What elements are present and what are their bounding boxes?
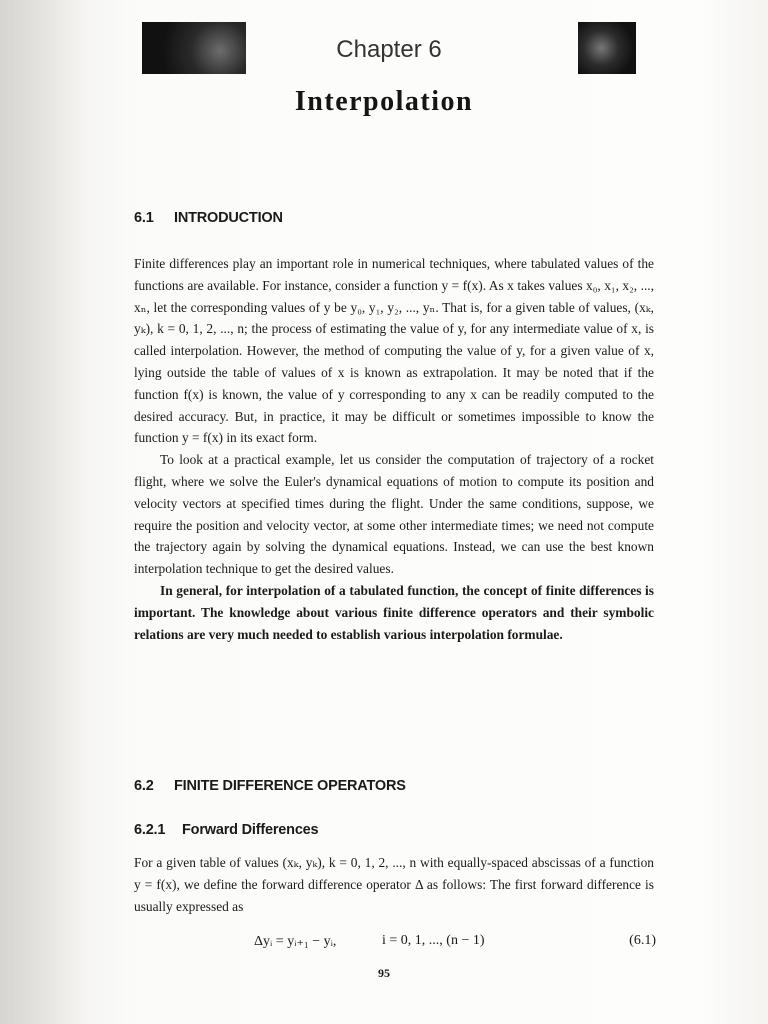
- header-decoration-right: [578, 22, 636, 74]
- paragraph: Finite differences play an important role in numerical techniques, where tabulated values of the functions are available. For instance, consider a function y = f(x). As x takes values x₀, x₁, x₂, ..., xₙ, let the corresponding values of y be y₀, y₁, y₂, ..., yₙ. That is, for a given table of values, (xₖ, yₖ), k = 0, 1, 2, ..., n; the process of estimating the value of y, for any intermediate value of x, is called interpolation. However, the method of computing the value of y, for a given value of x, lying outside the table of values of x is known as extrapolation. It may be noted that if the function f(x) is known, the value of y corresponding to any x can be readily computed to the desired accuracy. But, in practice, it may be difficult or sometimes impossible to know the function y = f(x) in its exact form.: [134, 256, 654, 446]
- equation-range: i = 0, 1, ..., (n − 1): [382, 933, 485, 948]
- section-heading-6-2: [134, 778, 406, 794]
- subsection-number: 6.2.1: [134, 822, 166, 838]
- section-6-1-body: [134, 253, 654, 645]
- chapter-label: Chapter 6: [336, 36, 442, 63]
- subsection-heading-6-2-1: [134, 822, 318, 838]
- equation-number: (6.1): [629, 933, 656, 948]
- paragraph: To look at a practical example, let us consider the computation of trajectory of a rocket flight, where we solve the Euler's dynamical equations of motion to compute its position and velocity vectors at specified times during the flight. Under the same conditions, suppose, we require the position and velocity vector, at some other intermediate times; we need not compute the trajectory again by solving the dynamical equations. Instead, we can use the best known interpolation technique to get the desired values.: [134, 452, 654, 577]
- scan-shadow: [0, 0, 90, 1024]
- section-heading-6-1: [134, 210, 283, 226]
- paragraph: In general, for interpolation of a tabulated function, the concept of finite differences is important. The knowledge about various finite difference operators and their symbolic relations are very much needed to establish various interpolation formulae.: [134, 582, 654, 642]
- equation-expression: Δyᵢ = yᵢ₊₁ − yᵢ,: [254, 934, 337, 949]
- section-number: 6.2: [134, 778, 154, 794]
- subsection-title: Forward Differences: [182, 822, 319, 838]
- page-number: 95: [378, 966, 390, 980]
- section-number: 6.1: [134, 210, 154, 226]
- chapter-header-band: [142, 22, 636, 74]
- chapter-title: Interpolation: [294, 86, 474, 117]
- section-title: INTRODUCTION: [174, 210, 283, 226]
- paragraph: For a given table of values (xₖ, yₖ), k = 0, 1, 2, ..., n with equally-spaced abscissas of a function y = f(x), we define the forward difference operator Δ as follows: The first forward difference is usually expressed as: [134, 855, 654, 914]
- section-title: FINITE DIFFERENCE OPERATORS: [174, 778, 406, 794]
- equation-6-1: [134, 933, 656, 957]
- section-6-2-1-body: [134, 852, 654, 917]
